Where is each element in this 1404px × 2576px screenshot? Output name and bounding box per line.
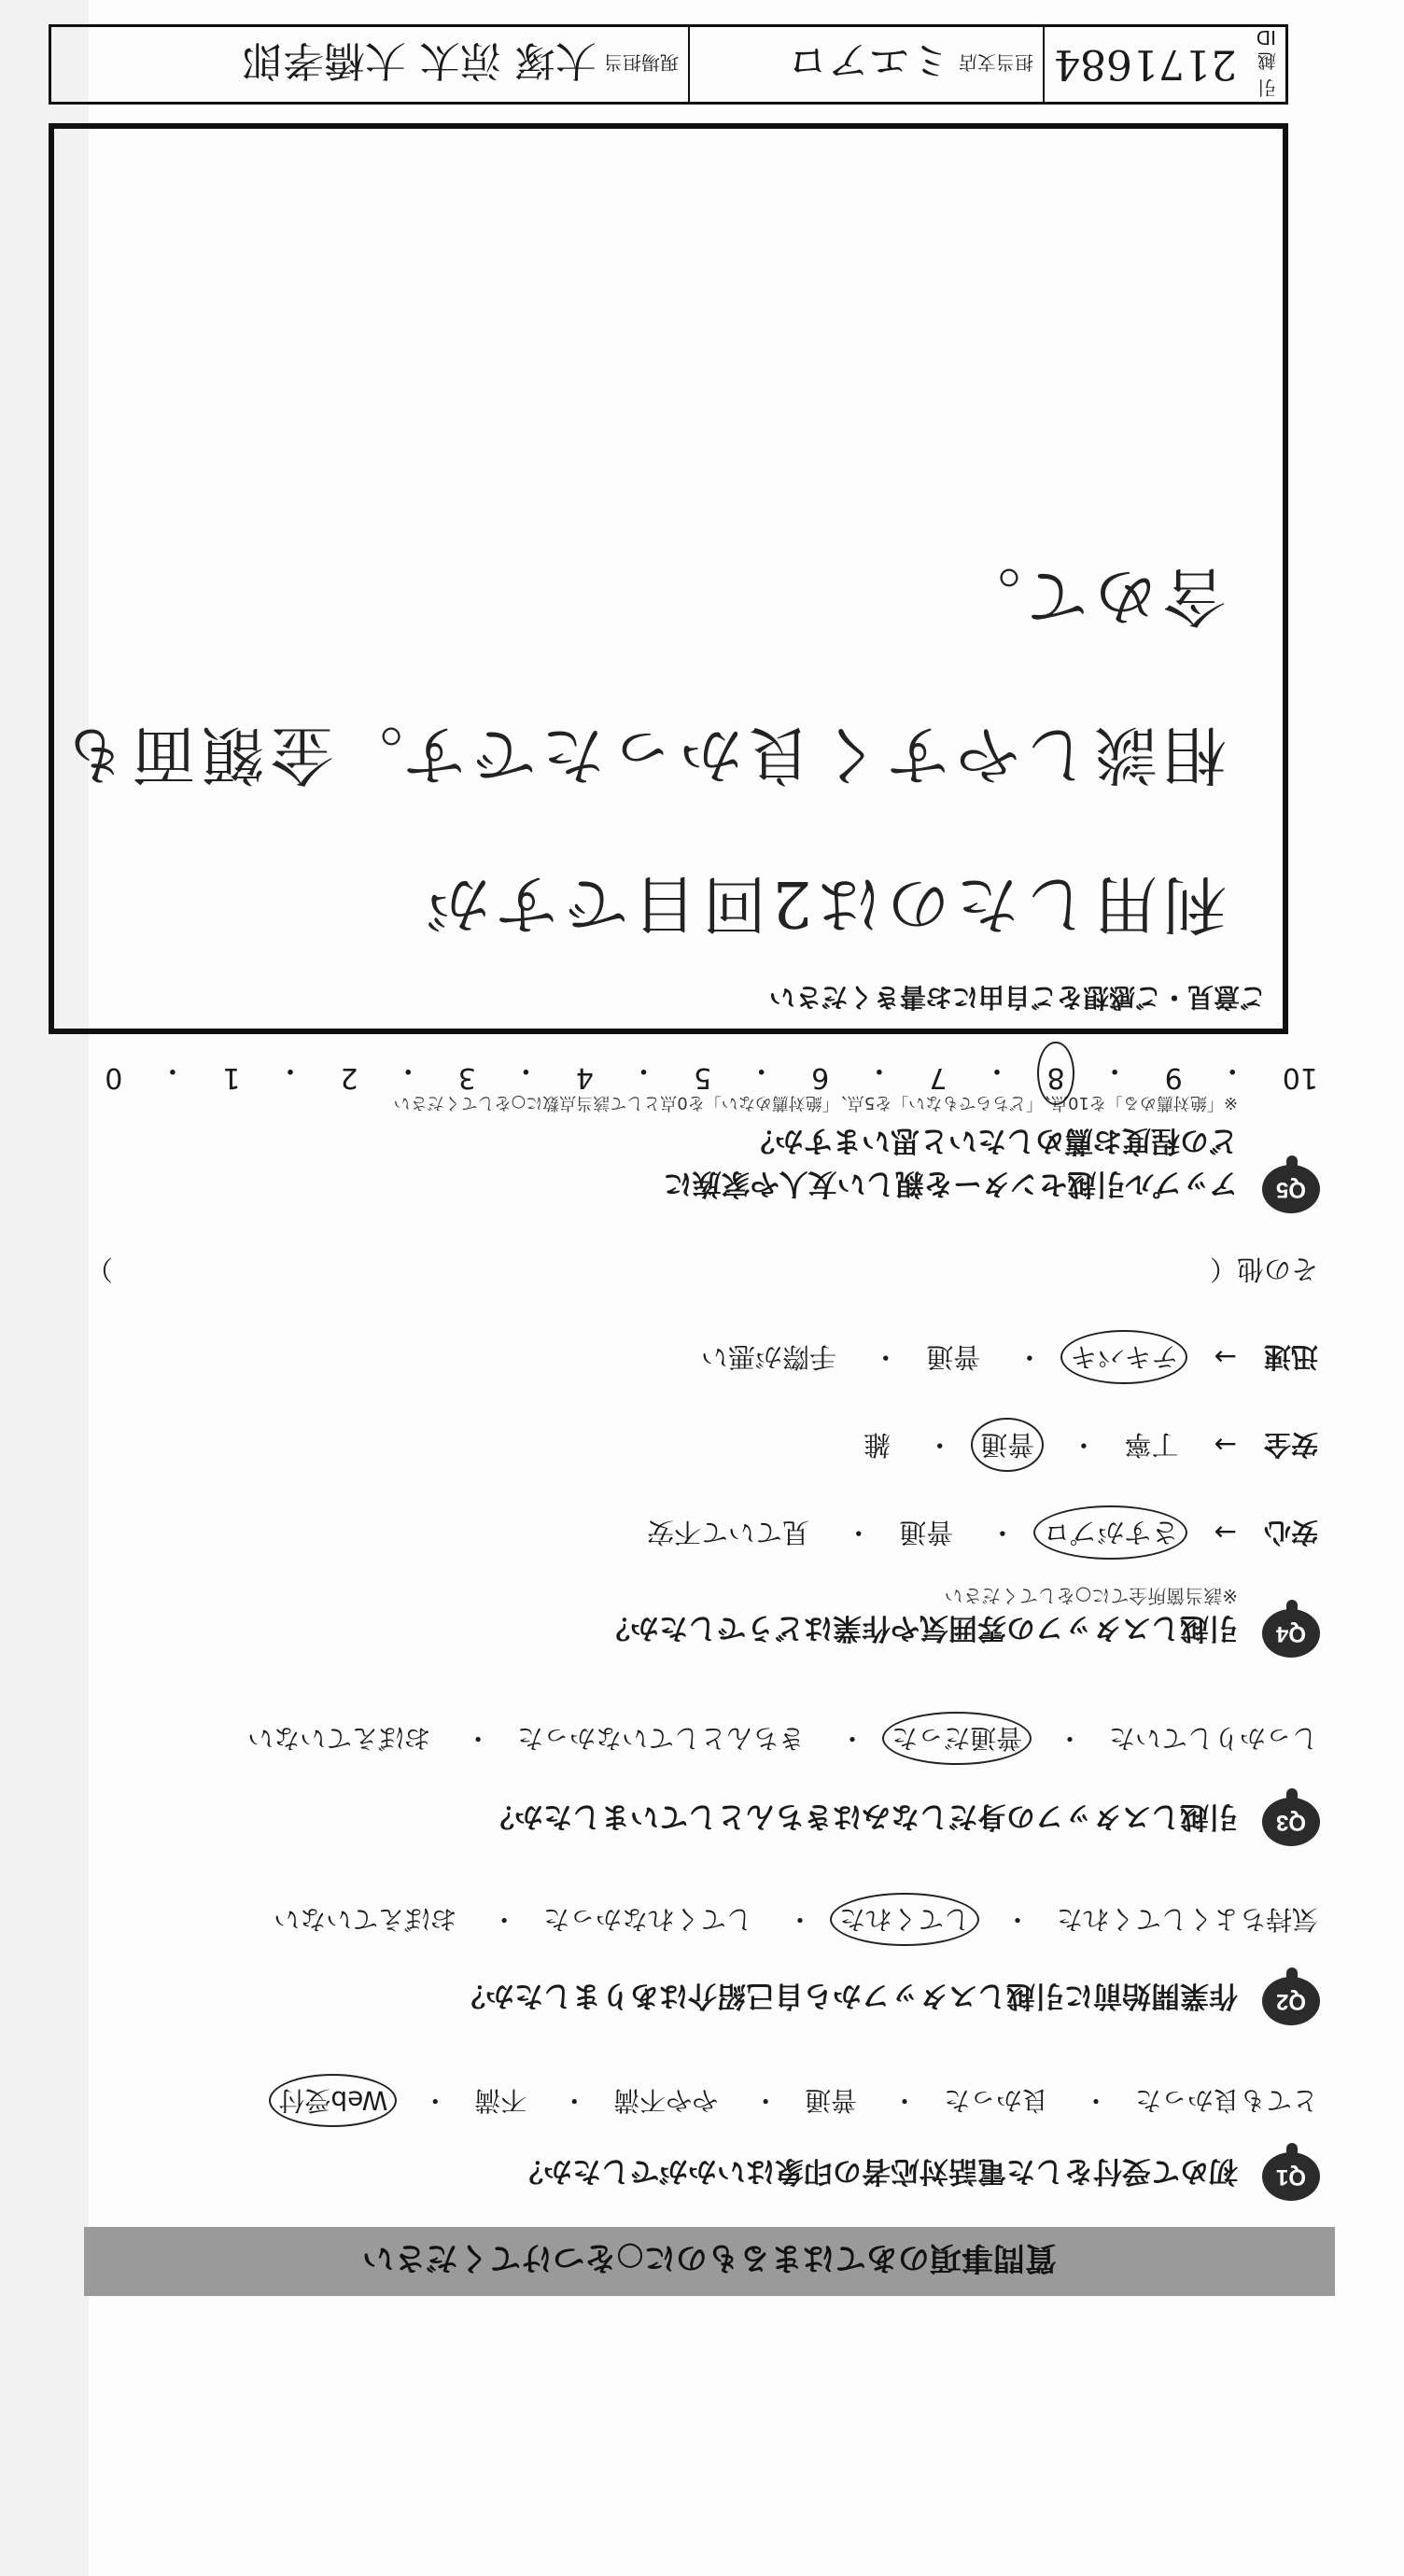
q5-score[interactable]: 6: [811, 1061, 830, 1094]
q5-score[interactable]: 2: [340, 1061, 358, 1094]
q2-option[interactable]: 気持ちよくしてくれた: [1056, 1904, 1318, 1935]
q4-option[interactable]: 丁寧: [1124, 1429, 1179, 1461]
q4-row-label: 安心: [1263, 1517, 1318, 1548]
q5-note: ※「絶対薦める」を10点、「どちらでもない」を5点、「絶対薦めない」を0点として該当点数に○をしてください: [393, 1093, 1238, 1113]
info-staff-cell: [51, 27, 688, 102]
q3-options: しっかりしていた ・ 普通だった ・ きちんとしていなかった ・ おぼえていない: [247, 1723, 1318, 1754]
info-staff-label: 現場担当: [604, 51, 679, 75]
comment-title: ご意見・ご感想をご自由にお書きください: [768, 982, 1266, 1013]
q4-note: ※該当箇所全てに○をしてください: [944, 1585, 1238, 1607]
q5-text-line2: どの程度お薦めしたいと思いますか？: [746, 1124, 1238, 1157]
info-branch-label: 担当支店: [959, 51, 1033, 75]
q5-score[interactable]: 7: [929, 1061, 948, 1094]
q4-option-selected[interactable]: さすがプロ: [1043, 1517, 1179, 1548]
comment-line-2: 相談しやすく良かったです。金額面も: [57, 717, 1227, 791]
q5-text-line1: アップル引越センターを親しい友人や家族に: [663, 1167, 1238, 1200]
q1-text: 初めて受付をした電話対応者の印象はいかがでしたか？: [514, 2154, 1238, 2188]
q1-option[interactable]: とても良かった: [1134, 2085, 1318, 2116]
q4-row-anshin: 安心 → さすがプロ ・ 普通 ・ 見ていて不安: [646, 1517, 1318, 1548]
q1-badge-icon: Q1: [1262, 2152, 1320, 2201]
q3-option-selected[interactable]: 普通だった: [892, 1723, 1023, 1754]
q5-badge-icon: Q5: [1262, 1165, 1320, 1213]
comment-line-3: 含めて。: [951, 558, 1227, 632]
comment-box[interactable]: [49, 123, 1288, 1034]
q2-options: 気持ちよくしてくれた ・ してくれた ・ してくれなかった ・ おぼえていない: [274, 1904, 1318, 1935]
q3-option[interactable]: しっかりしていた: [1108, 1723, 1318, 1754]
q4-text: 引越しスタッフの雰囲気や作業はどうでしたか？: [601, 1611, 1238, 1645]
q3-option[interactable]: きちんとしていなかった: [517, 1723, 806, 1754]
q2-text: 作業開始前に引越しスタッフから自己紹介はありましたか？: [456, 1979, 1238, 2012]
q3-badge-icon: Q3: [1262, 1798, 1320, 1846]
info-staff-value: 大塚 涼太 大橋孝郎: [242, 36, 597, 84]
q4-row-jinsoku: 迅速 → テキパキ ・ 普通 ・ 手際が悪い: [700, 1341, 1318, 1373]
instruction-text: 質問事項のあてはまるものに○をつけてください: [362, 2239, 1057, 2277]
info-id-cell: [1043, 27, 1285, 102]
q2-option[interactable]: してくれなかった: [543, 1904, 753, 1935]
q5-score[interactable]: 5: [694, 1061, 712, 1094]
q4-row-label: 安全: [1263, 1429, 1318, 1461]
q5-scale: 10 ・ 9 ・ 8 ・ 7 ・ 6 ・ 5 ・ 4 ・ 3 ・ 2 ・ 1 ・ 0: [105, 1054, 1318, 1094]
q4-other-label: その他（: [1209, 1253, 1318, 1285]
q5-score-selected[interactable]: 8: [1047, 1053, 1065, 1094]
q5-score[interactable]: 0: [105, 1061, 123, 1094]
q1-option[interactable]: やや不満: [613, 2085, 719, 2116]
info-branch-value: ミエアロ: [787, 36, 951, 84]
q4-option[interactable]: 見ていて不安: [646, 1517, 809, 1548]
q4-option[interactable]: 普通: [926, 1341, 981, 1373]
q1-option-selected[interactable]: Web受付: [278, 2085, 388, 2116]
info-id-value: 2171684: [1054, 40, 1237, 89]
q1-option[interactable]: 不満: [474, 2085, 527, 2116]
q2-option-selected[interactable]: してくれた: [839, 1904, 971, 1935]
q4-other-row: [86, 1252, 1318, 1290]
q3-option[interactable]: おぼえていない: [247, 1723, 431, 1754]
q2-badge-icon: Q2: [1262, 1977, 1320, 2025]
q5-score[interactable]: 10: [1282, 1061, 1318, 1094]
q5-score[interactable]: 3: [457, 1061, 476, 1094]
q4-other-close: ）: [86, 1253, 114, 1285]
q4-row-anzen: 安全 → 丁寧 ・ 普通 ・ 雑: [863, 1429, 1318, 1461]
info-id-label: 引越ID: [1256, 26, 1276, 99]
q1-options: とても良かった ・ 良かった ・ 普通 ・ やや不満 ・ 不満 ・ Web受付: [278, 2085, 1318, 2116]
instruction-band: [84, 2227, 1335, 2296]
q3-text: 引越しスタッフの身だしなみはきちんとしていましたか？: [485, 1799, 1238, 1833]
q5-score[interactable]: 1: [222, 1061, 241, 1094]
q4-option[interactable]: 雑: [863, 1429, 891, 1461]
q2-option[interactable]: おぼえていない: [274, 1904, 457, 1935]
info-table: [49, 24, 1288, 105]
q5-score[interactable]: 4: [575, 1061, 594, 1094]
q4-badge-icon: Q4: [1262, 1609, 1320, 1658]
q1-option[interactable]: 良かった: [944, 2085, 1049, 2116]
q5-score[interactable]: 9: [1164, 1061, 1183, 1094]
q1-option[interactable]: 普通: [805, 2085, 858, 2116]
q4-option[interactable]: 手際が悪い: [700, 1341, 836, 1373]
q4-option-selected[interactable]: テキパキ: [1070, 1341, 1179, 1373]
q4-option[interactable]: 普通: [899, 1517, 954, 1548]
comment-line-1: 利用したのは2回目ですが: [420, 866, 1227, 940]
q4-row-label: 迅速: [1263, 1341, 1318, 1373]
info-branch-cell: [688, 27, 1043, 102]
q4-option-selected[interactable]: 普通: [980, 1429, 1035, 1461]
